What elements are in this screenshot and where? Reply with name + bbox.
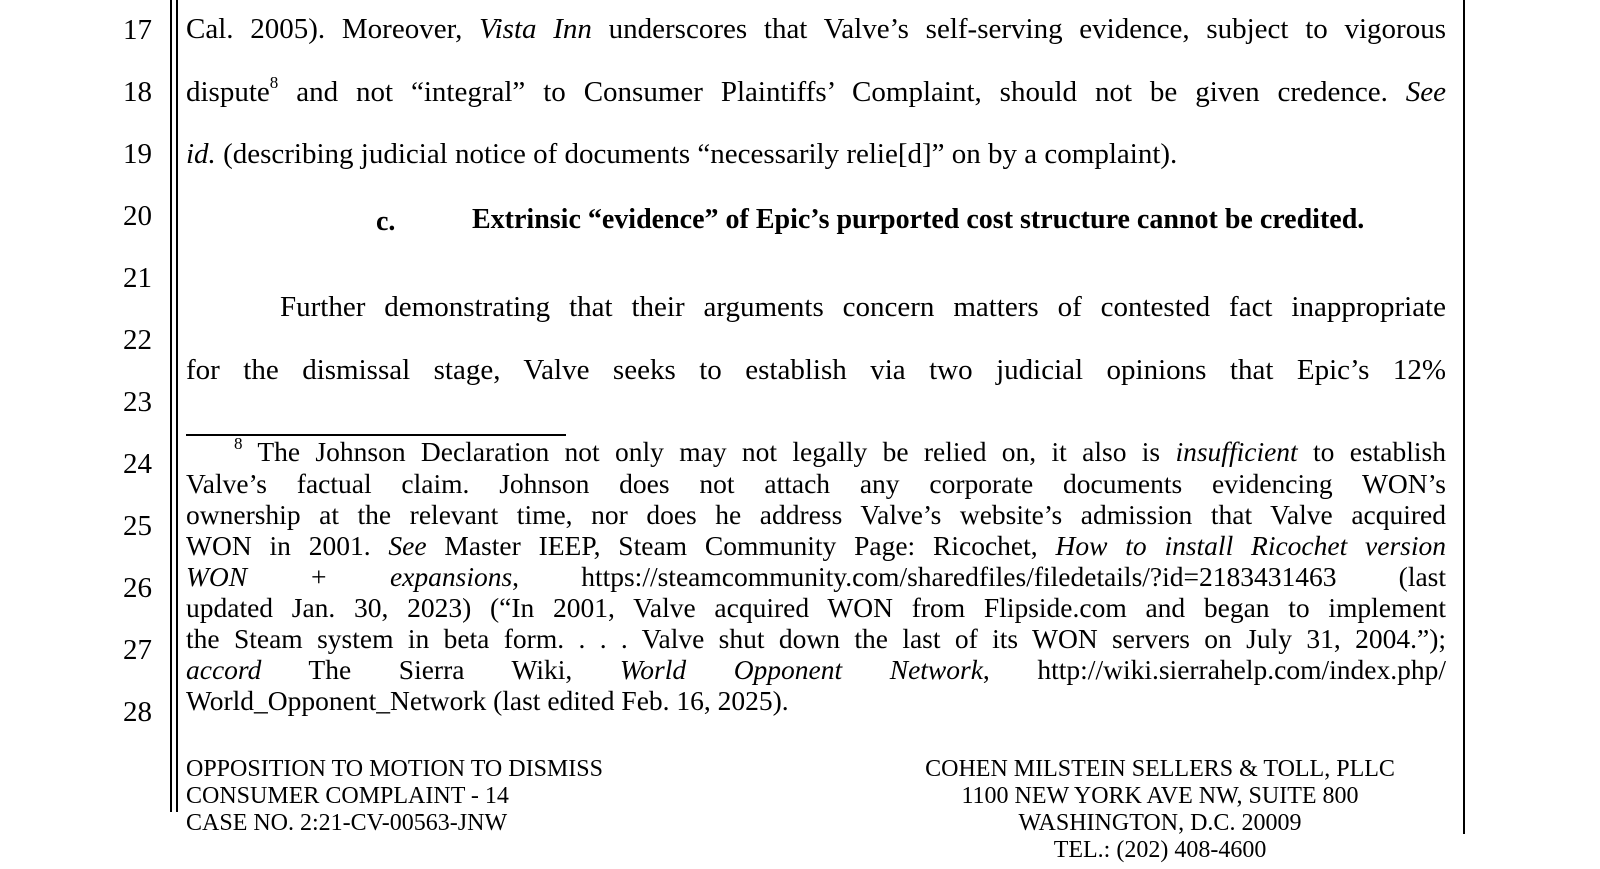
line-number: 21	[123, 262, 152, 294]
footnote-url: , https://steamcommunity.com/sharedfiles/filedetails/?id=2183431463 (last	[512, 561, 1447, 592]
footnote-line	[186, 654, 1446, 686]
footer-caption	[186, 756, 603, 837]
line-number: 28	[123, 696, 152, 728]
footer-right-line: 1100 NEW YORK AVE NW, SUITE 800	[961, 783, 1359, 809]
footer-right-line: TEL.: (202) 408-4600	[1053, 837, 1267, 863]
footnote-line	[234, 433, 1446, 468]
body-text: dispute	[186, 76, 270, 108]
case-name-italic: Vista Inn	[479, 13, 592, 45]
footer-firm-block	[900, 756, 1420, 864]
footnote-line: updated Jan. 30, 2023) (“In 2001, Valve acquired WON from Flipside.com and began to implement	[186, 592, 1446, 623]
emphasis-italic: insufficient	[1175, 436, 1298, 467]
section-heading: Extrinsic “evidence” of Epic’s purported cost structure cannot be credited.	[472, 204, 1365, 235]
title-italic: How to install Ricochet version	[1055, 530, 1447, 561]
footer-left-line: CONSUMER COMPLAINT - 14	[186, 783, 509, 809]
title-italic: World Opponent Network	[619, 654, 983, 685]
footnote-line: World_Opponent_Network (last edited Feb. 16, 2025).	[186, 685, 789, 716]
body-line-22: for the dismissal stage, Valve seeks to establish via two judicial opinions that Epic’s 12%	[186, 354, 1446, 386]
line-number: 18	[123, 76, 152, 108]
line-number: 24	[123, 448, 152, 480]
footnote-reference: 8	[269, 73, 279, 93]
line-number: 17	[123, 14, 152, 46]
section-heading-letter: c.	[376, 206, 396, 237]
signal-italic: accord	[186, 654, 262, 685]
line-number: 27	[123, 634, 152, 666]
footnote-line: the Steam system in beta form. . . . Valve shut down the last of its WON servers on July 31, 2004.”);	[186, 623, 1446, 654]
footnote-text: Master IEEP, Steam Community Page: Ricochet,	[426, 530, 1056, 561]
line-number: 25	[123, 510, 152, 542]
body-line-17	[186, 12, 1446, 46]
body-line-21: Further demonstrating that their arguments concern matters of contested fact inappropriate	[280, 291, 1446, 323]
footnote-line: Valve’s factual claim. Johnson does not attach any corporate documents evidencing WON’s	[186, 468, 1446, 499]
footer-right-line: COHEN MILSTEIN SELLERS & TOLL, PLLC	[925, 756, 1395, 782]
line-number: 22	[123, 324, 152, 356]
title-italic: WON + expansions	[186, 561, 513, 592]
footnote-text: to establish	[1297, 436, 1446, 467]
left-margin-rule-inner	[176, 0, 178, 812]
left-margin-rule-outer	[170, 0, 172, 812]
footnote-line	[186, 561, 1446, 593]
footnote-text: WON in 2001.	[186, 530, 389, 561]
line-number: 26	[123, 572, 152, 604]
footnote-line	[186, 530, 1446, 562]
footnote-marker: 8	[234, 433, 243, 453]
footnote-text: The Johnson Declaration not only may not legally be relied on, it also is	[242, 436, 1176, 467]
signal-italic: id.	[186, 138, 216, 170]
footer-left-line: CASE NO. 2:21-CV-00563-JNW	[186, 810, 508, 836]
line-number: 23	[123, 386, 152, 418]
body-text: underscores that Valve’s self-serving evidence, subject to vigorous	[591, 13, 1446, 45]
body-text: and not “integral” to Consumer Plaintiffs’ Complaint, should not be given credence.	[278, 76, 1406, 108]
signal-italic: See	[388, 530, 427, 561]
body-text: (describing judicial notice of documents “necessarily relie[d]” on by a complaint).	[215, 138, 1178, 170]
signal-italic: See	[1405, 76, 1446, 108]
footnote-text: The Sierra Wiki,	[261, 654, 620, 685]
body-text: Cal. 2005). Moreover,	[186, 13, 480, 45]
footnote-line: ownership at the relevant time, nor does he address Valve’s website’s admission that Valve acquired	[186, 499, 1446, 530]
line-number: 20	[123, 200, 152, 232]
footnote-url: , http://wiki.sierrahelp.com/index.php/	[982, 654, 1446, 685]
body-line-18	[186, 75, 1446, 109]
footer-right-line: WASHINGTON, D.C. 20009	[1018, 810, 1302, 836]
right-margin-rule	[1463, 0, 1465, 834]
line-number: 19	[123, 138, 152, 170]
body-line-19	[186, 137, 1446, 171]
footer-left-line: OPPOSITION TO MOTION TO DISMISS	[186, 756, 603, 782]
